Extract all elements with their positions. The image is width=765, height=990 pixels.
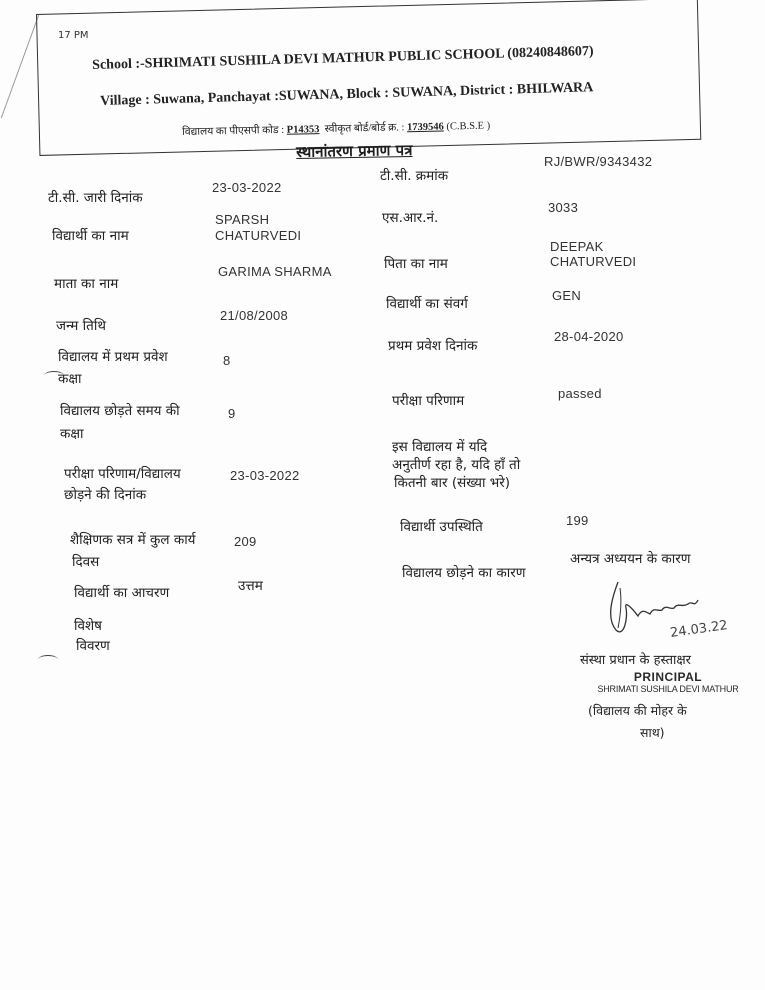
signature-date: 24.03.22 <box>669 618 729 641</box>
board-code: 1739546 <box>406 121 444 134</box>
father-name-label: पिता का नाम <box>384 256 448 272</box>
school-seal-label-1: (विद्यालय की मोहर के <box>588 703 687 718</box>
result-date-label-1: परीक्षा परिणाम/विद्यालय <box>64 466 181 482</box>
student-name-first: SPARSH <box>215 212 270 227</box>
leaving-class-label-1: विद्यालय छोड़ते समय की <box>60 403 180 419</box>
tc-number-label: टी.सी. क्रमांक <box>380 168 449 184</box>
exam-result-label: परीक्षा परिणाम <box>392 393 465 409</box>
certificate-title: स्थानांतरण प्रमाण पत्र <box>296 140 413 161</box>
result-date-label-2: छोड़ने की दिनांक <box>64 487 147 503</box>
tc-issue-date: 23-03-2022 <box>212 180 282 195</box>
conduct: उत्तम <box>238 578 263 594</box>
psp-code: P14353 <box>286 124 320 136</box>
leaving-class-label-2: कक्षा <box>60 426 84 442</box>
psp-code-label: विद्यालय का पीएसपी कोड : <box>182 124 285 138</box>
failed-label-1: इस विद्यालय में यदि <box>392 439 488 455</box>
mother-name: GARIMA SHARMA <box>218 264 332 279</box>
sr-no-label: एस.आर.नं. <box>382 210 439 226</box>
dob: 21/08/2008 <box>220 308 289 323</box>
remarks-label-1: विशेष <box>74 618 102 634</box>
result-date: 23-03-2022 <box>230 468 300 483</box>
stamp-school-name: SHRIMATI SUSHILA DEVI MATHUR <box>597 684 739 694</box>
sr-no: 3033 <box>548 200 579 215</box>
corner-time: 17 PM <box>58 30 89 41</box>
board-name: (C.B.S.E ) <box>446 120 491 133</box>
category: GEN <box>552 288 582 303</box>
mother-name-label: माता का नाम <box>54 276 119 292</box>
school-seal-label-2: साथ) <box>640 725 665 740</box>
leaving-reason: अन्यत्र अध्ययन के कारण <box>570 551 691 567</box>
attendance-label: विद्यार्थी उपस्थिति <box>400 519 483 535</box>
father-name-last: CHATURVEDI <box>550 254 637 269</box>
attendance: 199 <box>566 513 589 528</box>
principal-signature-label: संस्था प्रधान के हस्ताक्षर <box>580 653 691 668</box>
first-class-label-1: विद्यालय में प्रथम प्रवेश <box>58 349 168 365</box>
remarks-label-2: विवरण <box>76 638 110 654</box>
margin-mark <box>38 655 58 664</box>
student-name-label: विद्यार्थी का नाम <box>52 228 129 244</box>
school-seal-label <box>588 700 748 744</box>
father-name-first: DEEPAK <box>550 239 604 254</box>
working-days-label-1: शैक्षिणक सत्र में कुल कार्य <box>70 532 196 548</box>
first-admission-date: 28-04-2020 <box>554 329 624 344</box>
tc-number: RJ/BWR/9343432 <box>544 154 653 169</box>
margin-mark <box>44 371 64 380</box>
school-address: Village : Suwana, Panchayat :SUWANA, Block : SUWANA, District : BHILWARA <box>100 80 594 109</box>
failed-label-2: अनुतीर्ण रहा है, यदि हाँ तो <box>392 457 521 473</box>
first-class-label-2: कक्षा <box>58 371 82 387</box>
exam-result: passed <box>558 386 602 401</box>
student-name-last: CHATURVEDI <box>215 228 302 243</box>
leaving-reason-label: विद्यालय छोड़ने का कारण <box>402 565 526 581</box>
conduct-label: विद्यार्थी का आचरण <box>74 585 170 601</box>
dob-label: जन्म तिथि <box>56 318 106 334</box>
leaving-class: 9 <box>228 406 236 421</box>
first-class: 8 <box>223 353 231 368</box>
school-name: School :-SHRIMATI SUSHILA DEVI MATHUR PUBLIC SCHOOL (08240848607) <box>92 43 594 73</box>
failed-label-3: कितनी बार (संख्या भरे) <box>394 475 511 491</box>
working-days: 209 <box>234 534 257 549</box>
tc-issue-date-label: टी.सी. जारी दिनांक <box>48 190 143 206</box>
working-days-label-2: दिवस <box>72 554 100 570</box>
category-label: विद्यार्थी का संवर्ग <box>386 296 468 312</box>
board-code-label: स्वीकृत बोर्ड/बोर्ड क्र. : <box>324 122 405 136</box>
stamp-principal: PRINCIPAL <box>633 670 703 684</box>
principal-stamp <box>588 670 748 694</box>
first-admission-label: प्रथम प्रवेश दिनांक <box>388 338 478 354</box>
